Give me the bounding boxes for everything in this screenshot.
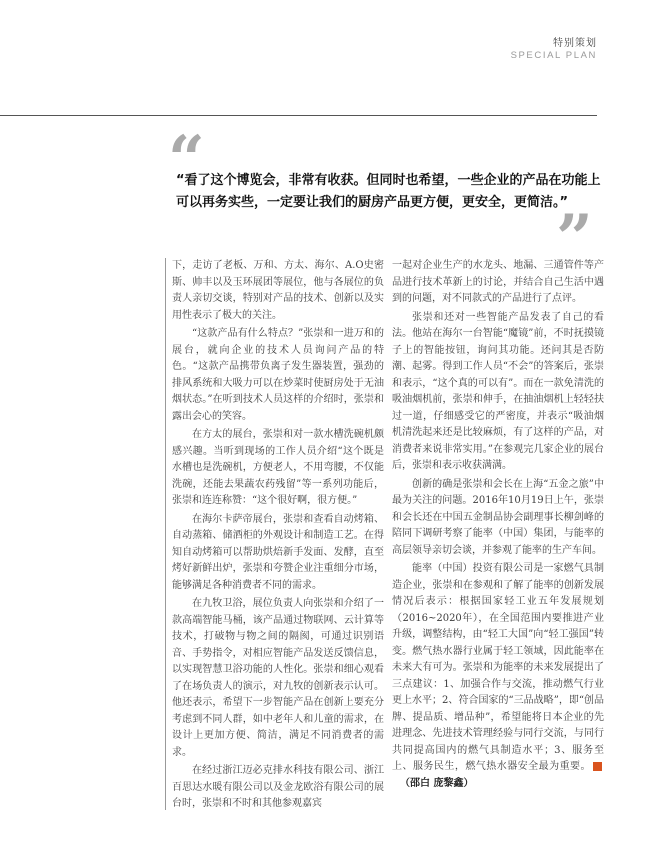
paragraph: 在九牧卫浴，展位负责人向张崇和介绍了一款高端智能马桶，该产品通过物联网、云计算等技术，打破物与物之间的隔阂，可通过识别语音、手势指令，对相应智能产品发送反馈信息，以实现智慧卫浴功能的人性化。张崇和细心观看了在场负责人的演示，对九牧的创新表示认可。他还表示，希望下一步智能产品在创新上要充分考虑到不同人群，如中老年人和儿童的需求，在设计上更加方便、简洁，满足不同消费者的需求。 <box>172 598 384 758</box>
paragraph: 在方太的展台，张崇和对一款水槽洗碗机颇感兴趣。当听到现场的工作人员介绍“这个既是水槽也是洗碗机，方便老人，不用弯腰，不仅能洗碗，还能去果蔬农药残留”等一系列功能后，张崇和连连称赞：“这个很好啊，很方便。” <box>172 429 384 506</box>
end-mark-icon: ■ <box>593 762 602 771</box>
article-column-right <box>392 258 620 794</box>
byline: （邵白 庞黎鑫） <box>400 777 474 789</box>
header-divider <box>0 115 597 116</box>
paragraph: “这款产品有什么特点？”张崇和一进万和的展台，就向企业的技术人员询问产品的特色。“这款产品携带负离子发生器装置，强劲的排风系统和大吸力可以在炒菜时使厨房处于无油烟状态。”在听到技术人员这样的介绍时，张崇和露出会心的笑容。 <box>172 328 384 422</box>
paragraph: 创新的确是张崇和会长在上海“五金之旅”中最为关注的问题。2016年10月19日上午，张崇和会长还在中国五金制品协会副理事长柳剑峰的陪同下调研考察了能率（中国）集团，与能率的高层领导亲切会谈，并参观了能率的生产车间。 <box>392 478 604 556</box>
close-quote-icon: ” <box>556 201 593 276</box>
section-title: 特别策划 <box>553 38 597 49</box>
article-column-left <box>172 258 384 815</box>
paragraph: 在经过浙江迈必克排水科技有限公司、浙江百思达水暖有限公司以及金龙欧浴有限公司的展台时，张崇和不时和其他参观嘉宾 <box>172 765 384 809</box>
paragraph: 在海尔卡萨帝展台，张崇和查看自动烤箱、自动蒸箱、储酒柜的外观设计和制造工艺。在得知自动烤箱可以帮助烘焙新手发面、发酵，直至烤好新鲜出炉，张崇和夸赞企业注重细分市场，能够满足各种消费者不同的需求。 <box>172 513 384 591</box>
paragraph: 一起对企业生产的水龙头、地漏、三通管件等产品进行技术革新上的讨论，并结合自己生活中遇到的问题，对不同款式的产品进行了点评。 <box>392 260 604 304</box>
paragraph-text: 能率（中国）投资有限公司是一家燃气具制造企业，张崇和在参观和了解了能率的创新发展情况后表示：根据国家轻工业五年发展规划（2016~2020年），在全国范围内要推进产业升级，调整结构，由“轻工大国”向“轻工强国”转变。燃气热水器行业属于轻工领域，因此能率在未来大有可为。张崇和为能率的未来发展提出了三点建议：1、加强合作与交流，推动燃气行业更上水平；2、符合国家的“三品战略”，即“创品牌、提品质、增品种”，希望能将日本企业的先进理念、先进技术管理经验与同行交流，与同行共同提高国内的燃气具制造水平；3、服务至上、服务民生，燃气热水器安全最为重要。 <box>392 563 604 772</box>
column-divider <box>165 258 166 810</box>
paragraph-final <box>392 561 620 792</box>
open-quote-icon: “ <box>168 122 205 197</box>
section-subtitle: SPECIAL PLAN <box>510 50 597 61</box>
pull-quote: “看了这个博览会，非常有收获。但同时也希望，一些企业的产品在功能上可以再务实些，一定要让我们的厨房产品更方便，更安全，更简洁。” <box>176 173 601 210</box>
paragraph: 下，走访了老板、万和、方太、海尔、A.O史密斯、帅丰以及玉环展团等展位，他与各展位的负责人亲切交谈，特别对产品的技术、创新以及实用性表示了极大的关注。 <box>172 260 384 321</box>
paragraph: 张崇和还对一些智能产品发表了自己的看法。他站在海尔一台智能“魔镜”前，不时抚摸镜子上的智能按钮，询问其功能。还问其是否防潮、起雾。得到工作人员“不会”的答案后，张崇和表示，“这个真的可以有”。而在一款免清洗的吸油烟机前，张崇和伸手，在抽油烟机上轻轻扶过一道，仔细感受它的严密度，并表示“吸油烟机清洗起来还是比较麻烦，有了这样的产品，对消费者来说非常实用。”在参观完几家企业的展台后，张崇和表示收获满满。 <box>392 311 604 471</box>
